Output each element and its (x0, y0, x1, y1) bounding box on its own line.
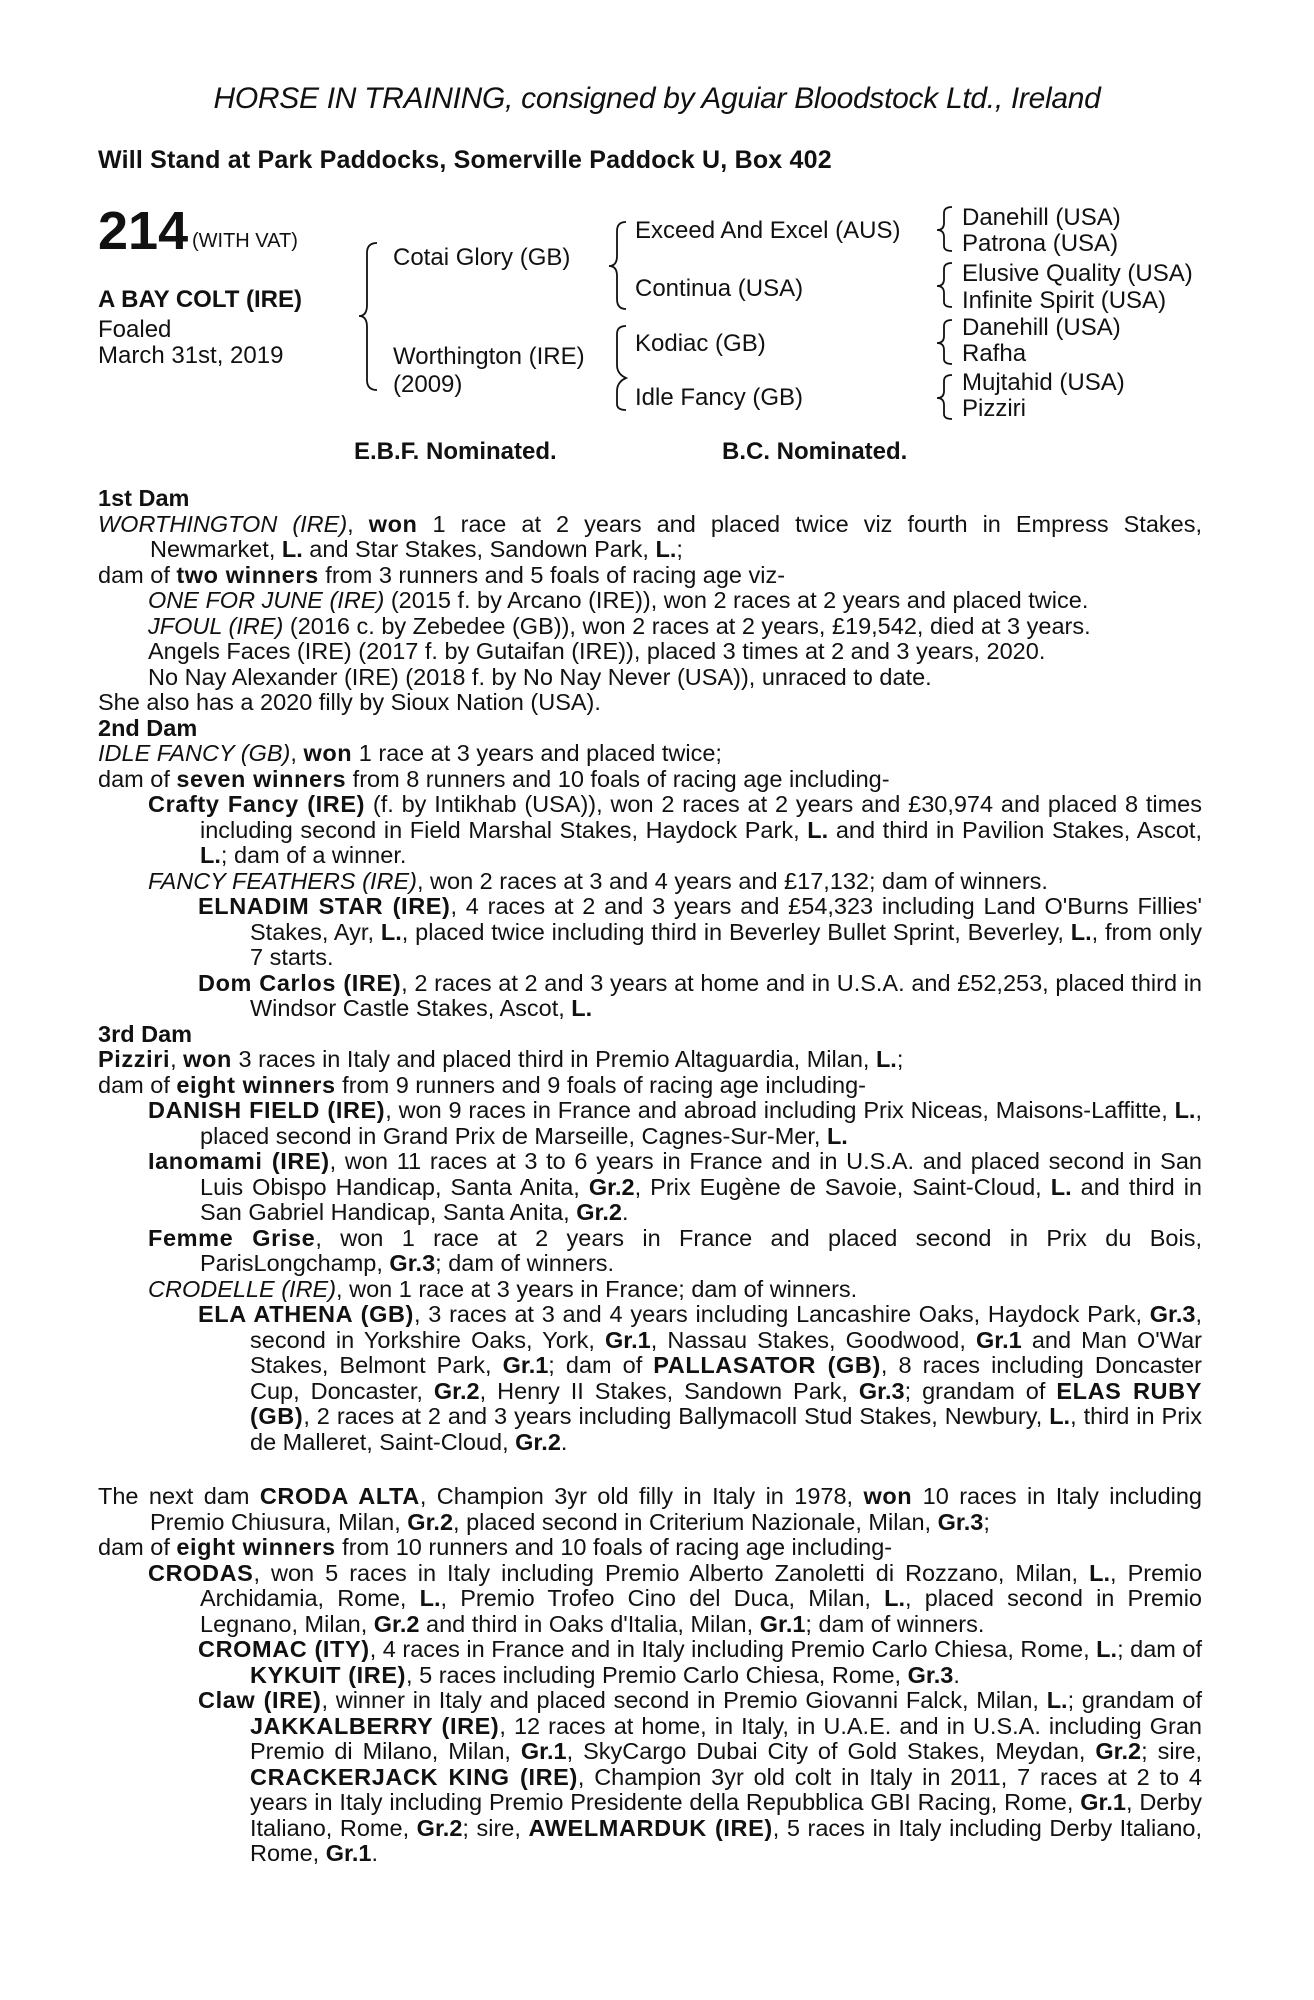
produce-item: ONE FOR JUNE (IRE) (2015 f. by Arcano (IRE)), won 2 races at 2 years and placed twice. (148, 587, 1089, 613)
lot-number: 214 (98, 201, 189, 261)
pedigree-g4: Infinite Spirit (USA) (962, 287, 1167, 314)
pedigree-dam-year: (2009) (393, 371, 463, 398)
pedigree-g1: Danehill (USA) (962, 204, 1121, 231)
foaled-label: Foaled (98, 316, 172, 343)
bracket-g4 (937, 375, 952, 419)
produce-item: Claw (IRE), winner in Italy and placed second in Premio Giovanni Falck, Milan, L.; grandam of JAKKALBERRY (IRE), 12 races at home, in Italy, in U.A.E. and in U.S.A. including Gran Premio di Milano, Milan, Gr.1, SkyCargo Dubai City of Gold Stakes, Meydan, Gr.2; sire, CRACKERJACK KING (IRE), Champion 3yr old colt in Italy in 2011, 7 races at 2 to 4 years in Italy including Premio Presidente della Repubblica GBI Racing, Rome, Gr.1, Derby Italiano, Rome, Gr.2; sire, AWELMARDUK (IRE), 5 races in Italy including Derby Italiano, Rome, Gr.1. (198, 1687, 1203, 1866)
pedigree-g3: Elusive Quality (USA) (962, 260, 1193, 287)
produce-item: CRODAS, won 5 races in Italy including Premio Alberto Zanoletti di Rozzano, Milan, L., Premio Archidamia, Rome, L., Premio Trofeo Cino del Duca, Milan, L., placed second in Premio Legnano, Milan, Gr.2 and third in Oaks d'Italia, Milan, Gr.1; dam of winners. (148, 1559, 1203, 1637)
produce-item: Crafty Fancy (IRE) (f. by Intikhab (USA)), won 2 races at 2 years and £30,974 and placed 8 times including second in Field Marshal Stakes, Haydock Park, L. and third in Pavilion Stakes, Ascot, L.; dam of a winner. (148, 791, 1202, 868)
pedigree-g6: Rafha (962, 340, 1027, 367)
produce-item: She also has a 2020 filly by Sioux Nation (USA). (98, 689, 601, 715)
lot-description: A BAY COLT (IRE) (98, 286, 303, 313)
bracket-dam-line (617, 326, 626, 410)
pedigree-g7: Mujtahid (USA) (962, 369, 1125, 396)
produce-item: Angels Faces (IRE) (2017 f. by Gutaifan (IRE)), placed 3 times at 2 and 3 years, 2020. (148, 638, 1046, 664)
page-title: HORSE IN TRAINING, consigned by Aguiar Bloodstock Ltd., Ireland (213, 82, 1101, 115)
pedigree-dam: Worthington (IRE) (393, 343, 585, 370)
second-dam-heading: 2nd Dam (98, 714, 198, 741)
produce-item: JFOUL (IRE) (2016 c. by Zebedee (GB)), won 2 races at 2 years, £19,542, died at 3 years. (148, 612, 1091, 639)
first-dam-heading: 1st Dam (98, 485, 190, 511)
pedigree-dam-dam: Idle Fancy (GB) (635, 384, 804, 411)
lot-vat-label: (WITH VAT) (192, 230, 298, 252)
third-dam-heading: 3rd Dam (98, 1020, 193, 1047)
foaled-date: March 31st, 2019 (98, 342, 284, 369)
third-dam-entry: Pizziri, won 3 races in Italy and placed third in Premio Altaguardia, Milan, L.; (98, 1046, 904, 1072)
bracket-sire-line (609, 222, 626, 309)
first-dam-entry: WORTHINGTON (IRE), won 1 race at 2 years and placed twice viz fourth in Empress Stakes, Newmarket, L. and Star Stakes, Sandown Park, L.; (98, 510, 1202, 562)
produce-item: CRODELLE (IRE), won 1 race at 3 years in France; dam of winners. (148, 1275, 858, 1302)
produce-item: ELNADIM STAR (IRE), 4 races at 2 and 3 years and £54,323 including Land O'Burns Fillies' Stakes, Ayr, L., placed twice including third in Beverley Bullet Sprint, Beverley, L., from only 7 starts. (198, 893, 1202, 970)
produce-item: FANCY FEATHERS (IRE), won 2 races at 3 and 4 years and £17,132; dam of winners. (148, 867, 1048, 894)
pedigree-g2: Patrona (USA) (962, 230, 1119, 257)
pedigree-sire-sire: Exceed And Excel (AUS) (635, 217, 901, 244)
ebf-nominated: E.B.F. Nominated. (354, 438, 557, 465)
pedigree-g5: Danehill (USA) (962, 314, 1121, 341)
produce-item: Ianomami (IRE), won 11 races at 3 to 6 years in France and in U.S.A. and placed second in San Luis Obispo Handicap, Santa Anita, Gr.2, Prix Eugène de Savoie, Saint-Cloud, L. and third in San Gabriel Handicap, Santa Anita, Gr.2. (148, 1148, 1203, 1225)
next-dam-entry: The next dam CRODA ALTA, Champion 3yr old filly in Italy in 1978, won 10 races in Italy including Premio Chiusura, Milan, Gr.2, placed second in Criterium Nazionale, Milan, Gr.3; (98, 1483, 1203, 1535)
next-dam-produce-summary: dam of eight winners from 10 runners and 10 foals of racing age including- (98, 1534, 893, 1560)
pedigree-g8: Pizziri (962, 395, 1026, 422)
first-dam-produce-summary: dam of two winners from 3 runners and 5 foals of racing age viz- (98, 561, 786, 588)
produce-item: DANISH FIELD (IRE), won 9 races in France and abroad including Prix Niceas, Maisons-Laffitte, L., placed second in Grand Prix de Marseille, Cagnes-Sur-Mer, L. (148, 1097, 1202, 1149)
bracket-g1 (937, 207, 952, 251)
bracket-g2 (937, 263, 952, 307)
pedigree-sire-dam: Continua (USA) (635, 275, 804, 302)
stand-location: Will Stand at Park Paddocks, Somerville Paddock U, Box 402 (98, 146, 832, 174)
bc-nominated: B.C. Nominated. (722, 438, 908, 465)
pedigree-sire: Cotai Glory (GB) (393, 244, 571, 271)
produce-item: ELA ATHENA (GB), 3 races at 3 and 4 years including Lancashire Oaks, Haydock Park, Gr.3, second in Yorkshire Oaks, York, Gr.1, Nassau Stakes, Goodwood, Gr.1 and Man O'War Stakes, Belmont Park, Gr.1; dam of PALLASATOR (GB), 8 races including Doncaster Cup, Doncaster, Gr.2, Henry II Stakes, Sandown Park, Gr.3; grandam of ELAS RUBY (GB), 2 races at 2 and 3 years including Ballymacoll Stud Stakes, Newbury, L., third in Prix de Malleret, Saint-Cloud, Gr.2. (198, 1301, 1203, 1455)
second-dam-entry: IDLE FANCY (GB), won 1 race at 3 years and placed twice; (98, 740, 722, 766)
second-dam-produce-summary: dam of seven winners from 8 runners and 10 foals of racing age including- (98, 765, 890, 792)
produce-item: No Nay Alexander (IRE) (2018 f. by No Nay Never (USA)), unraced to date. (148, 663, 932, 690)
produce-item: CROMAC (ITY), 4 races in France and in Italy including Premio Carlo Chiesa, Rome, L.; dam of KYKUIT (IRE), 5 races including Premio Carlo Chiesa, Rome, Gr.3. (198, 1636, 1203, 1688)
bracket-sire-dam (359, 243, 377, 390)
produce-item: Femme Grise, won 1 race at 2 years in France and placed second in Prix du Bois, ParisLongchamp, Gr.3; dam of winners. (148, 1224, 1202, 1276)
bracket-g3 (937, 320, 952, 364)
pedigree-dam-sire: Kodiac (GB) (635, 330, 766, 357)
catalogue-body (98, 486, 1202, 1867)
produce-item: Dom Carlos (IRE), 2 races at 2 and 3 years at home and in U.S.A. and £52,253, placed third in Windsor Castle Stakes, Ascot, L. (198, 969, 1202, 1021)
third-dam-produce-summary: dam of eight winners from 9 runners and 9 foals of racing age including- (98, 1071, 866, 1098)
